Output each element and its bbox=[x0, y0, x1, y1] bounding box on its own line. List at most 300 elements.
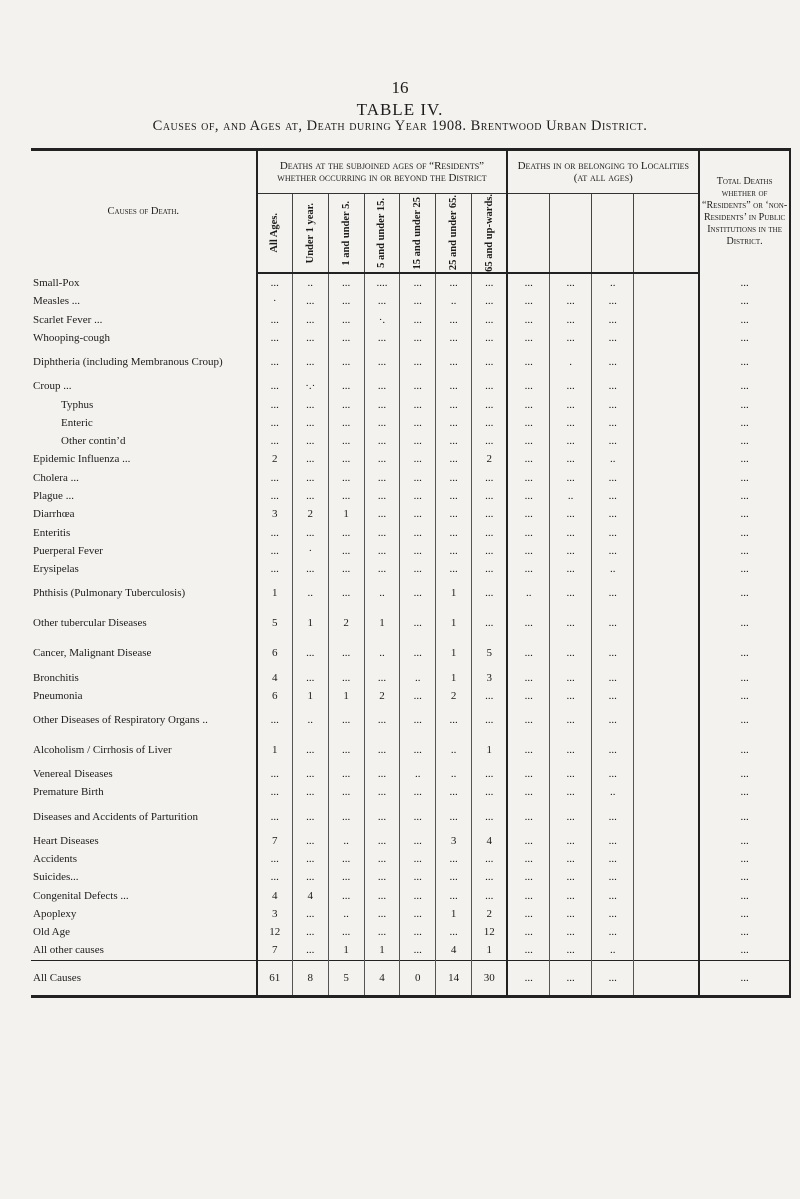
cell-value: ... bbox=[507, 905, 549, 923]
cell-value: ... bbox=[507, 273, 549, 292]
cell-value: ... bbox=[550, 765, 592, 783]
cell-value: ... bbox=[364, 832, 400, 850]
table-row bbox=[31, 705, 790, 735]
col-locality-1 bbox=[507, 194, 549, 273]
col-15-to-25: 15 and under 25 bbox=[400, 194, 436, 273]
cell-value: .. bbox=[507, 578, 549, 608]
cell-value: ... bbox=[507, 505, 549, 523]
table-subtitle: Causes of, and Ages at, Death during Year 1908. Brentwood Urban District. bbox=[152, 118, 648, 134]
cell-value: ... bbox=[507, 923, 549, 941]
cause-label: Cancer, Malignant Disease bbox=[33, 647, 152, 660]
cell-value: ... bbox=[436, 329, 472, 347]
cell-value: ... bbox=[592, 886, 634, 904]
table-row bbox=[31, 868, 790, 886]
cell-value: ... bbox=[292, 292, 328, 310]
cell-value: ... bbox=[472, 687, 508, 705]
cell-value: ... bbox=[507, 414, 549, 432]
cell-value: ... bbox=[292, 414, 328, 432]
cell-value: .. bbox=[436, 765, 472, 783]
cause-label: Typhus bbox=[61, 398, 94, 411]
cell-value: ... bbox=[364, 377, 400, 395]
cell-value: ... bbox=[257, 487, 293, 505]
cell-spacer bbox=[634, 469, 699, 487]
col-65-upwards: 65 and up-wards. bbox=[472, 194, 508, 273]
cell-value: ... bbox=[592, 850, 634, 868]
localities-group-header: Deaths in or belonging to Localities (at all ages) bbox=[507, 150, 699, 194]
cell-value: ... bbox=[400, 802, 436, 832]
table-row bbox=[31, 542, 790, 560]
cell-value: ... bbox=[699, 292, 790, 310]
cell-value: .. bbox=[292, 578, 328, 608]
cell-value: ... bbox=[507, 395, 549, 413]
cell-value: ... bbox=[507, 638, 549, 668]
cell-value: ... bbox=[364, 905, 400, 923]
cell-value: ... bbox=[257, 783, 293, 801]
cell-value: ... bbox=[328, 578, 364, 608]
cell-value: ... bbox=[436, 450, 472, 468]
table-title: TABLE IV. bbox=[356, 100, 444, 119]
cell-value: 30 bbox=[472, 960, 508, 996]
cause-label: Measles ... bbox=[33, 295, 81, 308]
cell-spacer bbox=[634, 542, 699, 560]
cell-value: ... bbox=[292, 469, 328, 487]
cell-value: ... bbox=[364, 735, 400, 765]
cell-value: 3 bbox=[472, 668, 508, 686]
cell-value: ... bbox=[364, 783, 400, 801]
cell-value: ... bbox=[328, 668, 364, 686]
cell-value: ... bbox=[364, 850, 400, 868]
cause-label: Congenital Defects ... bbox=[33, 889, 129, 902]
cell-value: ... bbox=[364, 765, 400, 783]
table-row bbox=[31, 414, 790, 432]
cell-value: ... bbox=[328, 868, 364, 886]
cell-value: ... bbox=[472, 469, 508, 487]
cause-label: Alcoholism / Cirrhosis of Liver bbox=[33, 743, 172, 756]
cell-value: ... bbox=[699, 347, 790, 377]
cell-value: 1 bbox=[257, 735, 293, 765]
cell-value: 6 bbox=[257, 638, 293, 668]
cell-value: .. bbox=[400, 765, 436, 783]
cell-value: ... bbox=[592, 832, 634, 850]
cell-value: 4 bbox=[257, 886, 293, 904]
cell-spacer bbox=[634, 450, 699, 468]
cell-value: ... bbox=[257, 469, 293, 487]
cell-value: ... bbox=[436, 377, 472, 395]
cell-spacer bbox=[634, 608, 699, 638]
cell-value: 61 bbox=[257, 960, 293, 996]
cell-value: ... bbox=[292, 638, 328, 668]
cell-value: 14 bbox=[436, 960, 472, 996]
cause-label: Epidemic Influenza ... bbox=[33, 453, 131, 466]
cell-value: 1 bbox=[436, 668, 472, 686]
cell-spacer bbox=[634, 668, 699, 686]
cell-value: ... bbox=[328, 487, 364, 505]
cell-value: ... bbox=[257, 850, 293, 868]
cell-value: 1 bbox=[292, 687, 328, 705]
page-number: 16 bbox=[391, 78, 409, 97]
col-1-to-5: 1 and under 5. bbox=[328, 194, 364, 273]
cell-value: ... bbox=[257, 560, 293, 578]
table-row bbox=[31, 941, 790, 960]
cell-value: ... bbox=[472, 850, 508, 868]
cell-value: ... bbox=[699, 505, 790, 523]
cell-value: 1 bbox=[472, 941, 508, 960]
cell-value: ... bbox=[699, 273, 790, 292]
cell-value: ... bbox=[400, 923, 436, 941]
cell-value: ... bbox=[550, 329, 592, 347]
cause-label: Premature Birth bbox=[33, 786, 104, 799]
cause-label: Pneumonia bbox=[33, 689, 83, 702]
cell-value: ... bbox=[257, 414, 293, 432]
cell-value: ... bbox=[364, 705, 400, 735]
cell-spacer bbox=[634, 923, 699, 941]
cell-value: ... bbox=[400, 395, 436, 413]
cell-value: ... bbox=[257, 377, 293, 395]
cell-spacer bbox=[634, 329, 699, 347]
cell-value: ... bbox=[472, 329, 508, 347]
cell-value: ... bbox=[400, 638, 436, 668]
cell-value: ... bbox=[592, 960, 634, 996]
cell-spacer bbox=[634, 802, 699, 832]
cell-value: ... bbox=[550, 395, 592, 413]
cell-value: ... bbox=[292, 523, 328, 541]
col-5-to-15: 5 and under 15. bbox=[364, 194, 400, 273]
cell-value: ... bbox=[550, 783, 592, 801]
cell-value: ... bbox=[550, 905, 592, 923]
cause-label: Enteric bbox=[61, 416, 93, 429]
cell-value: 5 bbox=[257, 608, 293, 638]
cell-value: ... bbox=[592, 923, 634, 941]
cell-value: ... bbox=[400, 578, 436, 608]
cell-value: ... bbox=[364, 450, 400, 468]
cell-value: ... bbox=[292, 765, 328, 783]
cell-value: 1 bbox=[436, 608, 472, 638]
cell-value: .. bbox=[328, 832, 364, 850]
cell-value: ... bbox=[507, 542, 549, 560]
table-row bbox=[31, 523, 790, 541]
cell-value: ... bbox=[400, 560, 436, 578]
cell-value: ... bbox=[472, 487, 508, 505]
cell-value: ... bbox=[400, 377, 436, 395]
table-row bbox=[31, 311, 790, 329]
cell-value: ... bbox=[592, 377, 634, 395]
cell-value: ... bbox=[592, 329, 634, 347]
cell-value: 3 bbox=[257, 905, 293, 923]
cell-value: ... bbox=[328, 735, 364, 765]
cell-value: ... bbox=[292, 735, 328, 765]
cell-spacer bbox=[634, 638, 699, 668]
cell-value: ... bbox=[699, 432, 790, 450]
cell-value: ... bbox=[507, 850, 549, 868]
cell-value: ... bbox=[699, 783, 790, 801]
cell-value: ... bbox=[328, 469, 364, 487]
cell-value: ... bbox=[400, 347, 436, 377]
cause-label: Cholera ... bbox=[33, 471, 79, 484]
cell-value: ... bbox=[436, 273, 472, 292]
cause-label: All other causes bbox=[33, 944, 104, 957]
cell-value: ... bbox=[257, 802, 293, 832]
cell-value: ... bbox=[328, 542, 364, 560]
cell-value: ... bbox=[472, 783, 508, 801]
cell-value: ... bbox=[699, 414, 790, 432]
cell-value: 6 bbox=[257, 687, 293, 705]
cell-spacer bbox=[634, 377, 699, 395]
cell-spacer bbox=[634, 886, 699, 904]
cause-label: Apoplexy bbox=[33, 907, 77, 920]
cause-label: Diarrhœa bbox=[33, 508, 75, 521]
cell-value: .. bbox=[592, 941, 634, 960]
cell-value: ... bbox=[400, 311, 436, 329]
cell-value: ... bbox=[364, 560, 400, 578]
cell-spacer bbox=[634, 292, 699, 310]
cell-value: ... bbox=[436, 395, 472, 413]
cell-value: ... bbox=[550, 292, 592, 310]
cell-value: ... bbox=[364, 292, 400, 310]
cell-spacer bbox=[634, 868, 699, 886]
cell-value: ... bbox=[592, 432, 634, 450]
cell-value: ... bbox=[436, 432, 472, 450]
cause-label: Whooping-cough bbox=[33, 331, 110, 344]
cell-value: ... bbox=[328, 273, 364, 292]
cell-value: ... bbox=[699, 450, 790, 468]
table-row bbox=[31, 395, 790, 413]
cell-value: ... bbox=[550, 832, 592, 850]
cell-value: ... bbox=[292, 868, 328, 886]
cell-spacer bbox=[634, 687, 699, 705]
cell-value: ... bbox=[550, 868, 592, 886]
cell-value: ·. bbox=[364, 311, 400, 329]
cell-value: ... bbox=[550, 802, 592, 832]
cell-value: ... bbox=[364, 505, 400, 523]
table-row bbox=[31, 765, 790, 783]
cell-value: ... bbox=[400, 850, 436, 868]
cell-value: ... bbox=[328, 783, 364, 801]
cell-value: ... bbox=[592, 347, 634, 377]
cell-value: ... bbox=[592, 523, 634, 541]
cause-label: Plague ... bbox=[33, 490, 74, 503]
cell-value: ... bbox=[328, 395, 364, 413]
cell-value: .. bbox=[364, 638, 400, 668]
table-row bbox=[31, 735, 790, 765]
cell-value: ... bbox=[400, 469, 436, 487]
cell-value: 8 bbox=[292, 960, 328, 996]
cell-value: ... bbox=[472, 395, 508, 413]
cell-value: ... bbox=[507, 347, 549, 377]
cell-value: ... bbox=[550, 638, 592, 668]
cell-value: .... bbox=[364, 273, 400, 292]
cause-label: Accidents bbox=[33, 852, 77, 865]
cell-value: 5 bbox=[328, 960, 364, 996]
cell-value: ... bbox=[400, 608, 436, 638]
table-row bbox=[31, 783, 790, 801]
cell-value: ... bbox=[472, 414, 508, 432]
cell-spacer bbox=[634, 941, 699, 960]
cell-value: ... bbox=[400, 905, 436, 923]
cell-value: 12 bbox=[472, 923, 508, 941]
cell-value: ... bbox=[328, 886, 364, 904]
cell-value: .. bbox=[364, 578, 400, 608]
cell-value: ... bbox=[257, 273, 293, 292]
table-body bbox=[31, 273, 790, 996]
cell-value: ... bbox=[436, 542, 472, 560]
table-row bbox=[31, 802, 790, 832]
cause-label: Other tubercular Diseases bbox=[33, 617, 147, 630]
cell-value: ... bbox=[592, 578, 634, 608]
cell-value: ... bbox=[592, 668, 634, 686]
cell-value: ... bbox=[364, 923, 400, 941]
table-row bbox=[31, 668, 790, 686]
cell-value: ... bbox=[400, 735, 436, 765]
cell-value: ... bbox=[364, 395, 400, 413]
cell-value: ... bbox=[699, 578, 790, 608]
table-row bbox=[31, 850, 790, 868]
cell-value: ... bbox=[472, 765, 508, 783]
cause-label: Small-Pox bbox=[33, 276, 80, 289]
cell-value: ... bbox=[507, 311, 549, 329]
cell-value: ... bbox=[328, 523, 364, 541]
cell-value: ... bbox=[257, 705, 293, 735]
cell-value: ... bbox=[592, 608, 634, 638]
table-row bbox=[31, 638, 790, 668]
cell-spacer bbox=[634, 765, 699, 783]
cell-value: ... bbox=[550, 886, 592, 904]
cell-value: ·.· bbox=[292, 377, 328, 395]
table-row bbox=[31, 578, 790, 608]
cell-value: ... bbox=[472, 505, 508, 523]
cell-value: 5 bbox=[472, 638, 508, 668]
cell-value: ... bbox=[507, 523, 549, 541]
total-header: Total Deaths whether of “Residents” or ‘non-Residents’ in Public Institutions in the District. bbox=[699, 150, 790, 273]
cell-value: ... bbox=[292, 905, 328, 923]
table-row bbox=[31, 487, 790, 505]
cell-value: ... bbox=[699, 523, 790, 541]
cell-value: ... bbox=[436, 560, 472, 578]
cell-value: ... bbox=[436, 347, 472, 377]
cell-value: ... bbox=[257, 523, 293, 541]
cell-value: ... bbox=[550, 941, 592, 960]
cell-value: ... bbox=[364, 487, 400, 505]
cell-value: ... bbox=[364, 329, 400, 347]
cell-value: · bbox=[292, 542, 328, 560]
cell-value: ... bbox=[699, 638, 790, 668]
col-25-to-65: 25 and under 65. bbox=[436, 194, 472, 273]
cell-value: ... bbox=[699, 832, 790, 850]
cell-value: ... bbox=[257, 347, 293, 377]
cell-value: ... bbox=[328, 311, 364, 329]
cell-value: 7 bbox=[257, 832, 293, 850]
cause-label: Puerperal Fever bbox=[33, 544, 103, 557]
cell-value: ... bbox=[592, 638, 634, 668]
cell-value: ... bbox=[400, 868, 436, 886]
cell-value: 1 bbox=[328, 505, 364, 523]
cell-value: ... bbox=[472, 705, 508, 735]
cell-value: ... bbox=[699, 608, 790, 638]
cell-value: ... bbox=[507, 832, 549, 850]
cause-label: Scarlet Fever ... bbox=[33, 313, 103, 326]
cell-value: ... bbox=[364, 868, 400, 886]
cell-value: ... bbox=[592, 705, 634, 735]
cell-value: ... bbox=[507, 783, 549, 801]
cell-spacer bbox=[634, 414, 699, 432]
cell-value: ... bbox=[364, 523, 400, 541]
cell-spacer bbox=[634, 783, 699, 801]
cell-value: 1 bbox=[328, 687, 364, 705]
cell-value: ... bbox=[550, 850, 592, 868]
cell-value: ... bbox=[364, 886, 400, 904]
cell-value: ... bbox=[292, 668, 328, 686]
cell-value: ... bbox=[472, 273, 508, 292]
cell-value: 4 bbox=[436, 941, 472, 960]
cell-value: ... bbox=[292, 832, 328, 850]
cause-label: Enteritis bbox=[33, 526, 71, 539]
table-row bbox=[31, 273, 790, 292]
cell-value: ... bbox=[328, 292, 364, 310]
cell-value: ... bbox=[400, 505, 436, 523]
cell-value: 4 bbox=[292, 886, 328, 904]
cell-value: ... bbox=[472, 432, 508, 450]
cell-value: ... bbox=[292, 941, 328, 960]
cell-value: ... bbox=[328, 802, 364, 832]
cell-value: ... bbox=[400, 523, 436, 541]
cell-value: 0 bbox=[400, 960, 436, 996]
cell-value: ... bbox=[550, 923, 592, 941]
cell-value: ... bbox=[507, 765, 549, 783]
cell-value: ... bbox=[472, 292, 508, 310]
cell-value: ... bbox=[472, 608, 508, 638]
cell-value: ... bbox=[292, 802, 328, 832]
cell-value: .. bbox=[400, 668, 436, 686]
cell-value: ... bbox=[699, 868, 790, 886]
causes-header: Causes of Death. bbox=[31, 150, 257, 273]
cell-value: ... bbox=[592, 868, 634, 886]
cell-value: ... bbox=[699, 487, 790, 505]
table-row bbox=[31, 292, 790, 310]
cell-value: .. bbox=[592, 273, 634, 292]
cell-value: .. bbox=[436, 735, 472, 765]
cell-value: 1 bbox=[436, 905, 472, 923]
cell-value: 4 bbox=[257, 668, 293, 686]
cell-value: ... bbox=[257, 329, 293, 347]
cell-spacer bbox=[634, 578, 699, 608]
cell-value: 2 bbox=[472, 905, 508, 923]
cell-spacer bbox=[634, 705, 699, 735]
cause-label: Venereal Diseases bbox=[33, 768, 113, 781]
cell-value: ... bbox=[699, 960, 790, 996]
cell-value: ... bbox=[507, 487, 549, 505]
cell-value: ... bbox=[550, 273, 592, 292]
cell-value: ... bbox=[328, 638, 364, 668]
cell-value: ... bbox=[328, 414, 364, 432]
cell-value: ... bbox=[436, 311, 472, 329]
cell-value: ... bbox=[592, 687, 634, 705]
cell-value: ... bbox=[292, 347, 328, 377]
cell-value: .. bbox=[592, 450, 634, 468]
cell-value: ... bbox=[592, 469, 634, 487]
cell-value: ... bbox=[436, 705, 472, 735]
col-locality-2 bbox=[550, 194, 592, 273]
cell-value: ... bbox=[699, 542, 790, 560]
cell-value: ... bbox=[592, 765, 634, 783]
cell-value: ... bbox=[292, 311, 328, 329]
cell-value: ... bbox=[507, 687, 549, 705]
cell-value: 4 bbox=[364, 960, 400, 996]
cell-value: ... bbox=[550, 377, 592, 395]
cell-value: ... bbox=[699, 850, 790, 868]
cell-value: ... bbox=[328, 850, 364, 868]
cell-value: 1 bbox=[292, 608, 328, 638]
cell-spacer bbox=[634, 905, 699, 923]
cell-value: 1 bbox=[364, 941, 400, 960]
